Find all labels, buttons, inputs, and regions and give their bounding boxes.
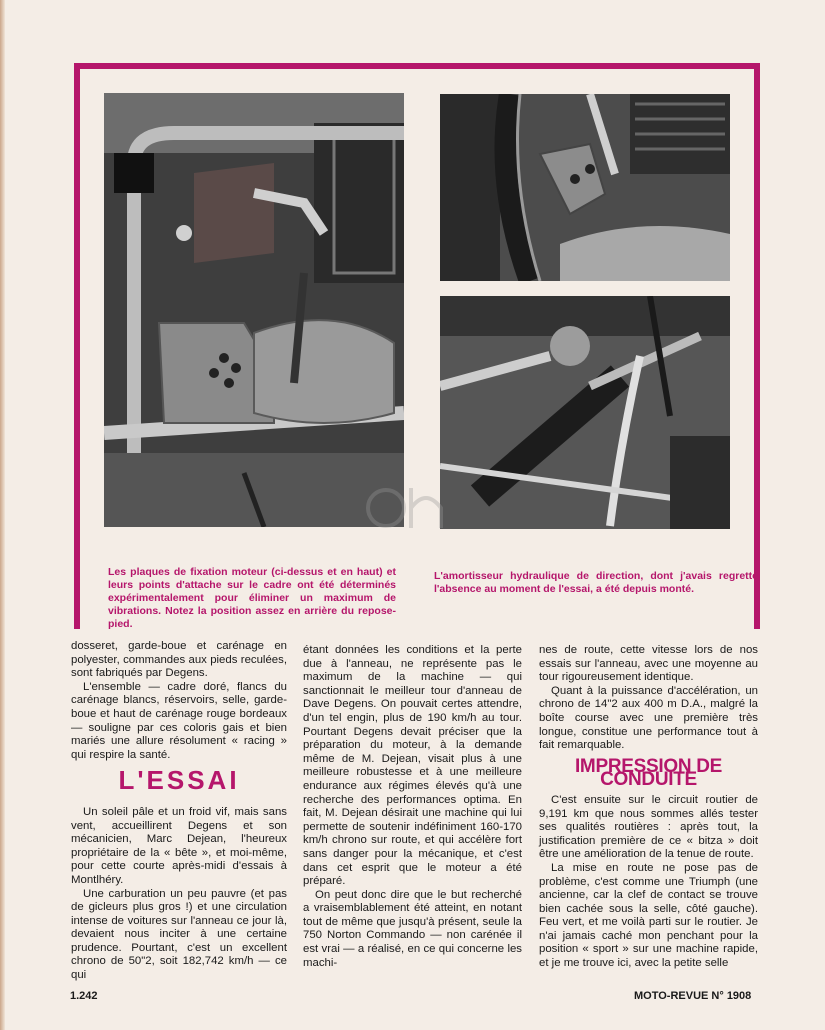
paragraph: L'ensemble — cadre doré, flancs du carénage blancs, réservoirs, selle, garde-boue et haut de carénage rouge bordeaux — souligne par ces coloris gais et bien mariés une allure résolument « racing » qui respire la santé. — [71, 680, 287, 761]
magazine-issue: MOTO-REVUE N° 1908 — [634, 990, 752, 1002]
paragraph: On peut donc dire que le but recherché a vraisemblablement été atteint, en notant tout de même que jusqu'à présent, seule la 750 Norton Commando — non carénée il est vrai — a réalisé, en ce qui concerne les machi- — [303, 888, 522, 969]
page-edge — [0, 0, 5, 1030]
photo-rear-mount — [440, 94, 730, 281]
paragraph: Un soleil pâle et un froid vif, mais sans vent, accueillirent Degens et son mécanicien, Marc Dejean, l'heureux propriétaire de la « bête », et moi-même, pour cette courte après-midi d'essais à Montlhéry. — [71, 805, 287, 886]
paragraph: Quant à la puissance d'accélération, un chrono de 14"2 aux 400 m D.A., malgré la boîte course avec une première très longue, constitue une performance tout à fait remarquable. — [539, 684, 758, 752]
photo-engine-mount — [104, 93, 404, 527]
article-column-2 — [303, 644, 522, 970]
watermark-logo — [366, 478, 456, 538]
section-heading-essai: L'ESSAI — [118, 765, 240, 796]
paragraph: C'est ensuite sur le circuit routier de 9,191 km que nous sommes allés tester ses qualités routières : après tout, la justification première de ce « bitza » doit être une amélioration de la tenue de route. — [539, 793, 758, 861]
photo-steering-damper — [440, 296, 730, 529]
caption-engine-plates: Les plaques de fixation moteur (ci-dessus et en haut) et leurs points d'attache sur le cadre ont été déterminés expérimentalement pour éliminer un maximum de vibrations. Notez la position assez en arrière du repose-pied. — [108, 566, 396, 630]
article-column-1 — [71, 640, 287, 983]
photo-frame-left-leg — [74, 520, 80, 626]
caption-steering-damper: L'amortisseur hydraulique de direction, dont j'avais regretté l'absence au moment de l'essai, a été depuis monté. — [434, 570, 758, 595]
paragraph: nes de route, cette vitesse lors de nos essais sur l'anneau, avec une moyenne au tour rigoureusement identique. — [539, 644, 758, 684]
paragraph: La mise en route ne pose pas de problème, c'est comme une Triumph (une ancienne, car la clef de contact se trouve bien cachée sous la selle, côté gauche). Feu vert, et me voilà parti sur le routier. Je n'ai jamais caché mon penchant pour la position « sport » sur une machine rapide, et je me trouve ici, avec la petite selle — [539, 861, 758, 970]
section-heading-conduite: IMPRESSION DE CONDUITE — [574, 755, 723, 791]
article-column-3 — [539, 644, 758, 971]
paragraph: Une carburation un peu pauvre (et pas de gicleurs plus gros !) et une circulation intense de voitures sur l'anneau ce jour là, devaient nous inciter à une certaine prudence. Pourtant, c'est un excellent chrono de 50"2, soit 182,742 km/h — ce qui — [71, 887, 287, 982]
paragraph: dosseret, garde-boue et carénage en polyester, commandes aux pieds reculées, sont fabriqués par Degens. — [71, 640, 287, 680]
page-number: 1.242 — [70, 990, 98, 1002]
paragraph: étant données les conditions et la perte due à l'anneau, ne représente pas le maximum de la machine — qui sanctionnait le meilleur tour d'anneau de Dave Degens. On pouvait certes attendre, d'un tel engin, plus de 190 km/h au tour. Pourtant Degens devait préciser que la préparation du moteur, à la demande même de M. Dejean, visait plus à une meilleure robustesse et à une meilleure endurance aux régimes élevés qu'à une recherche des performances optima. En fait, M. Dejean désirait une machine qui lui permette de soutenir indéfiniment 160-170 km/h chrono sur route, et qui accélère fort sans danger pour la mécanique, et c'est dans cet esprit que le moteur a été préparé. — [303, 644, 522, 888]
